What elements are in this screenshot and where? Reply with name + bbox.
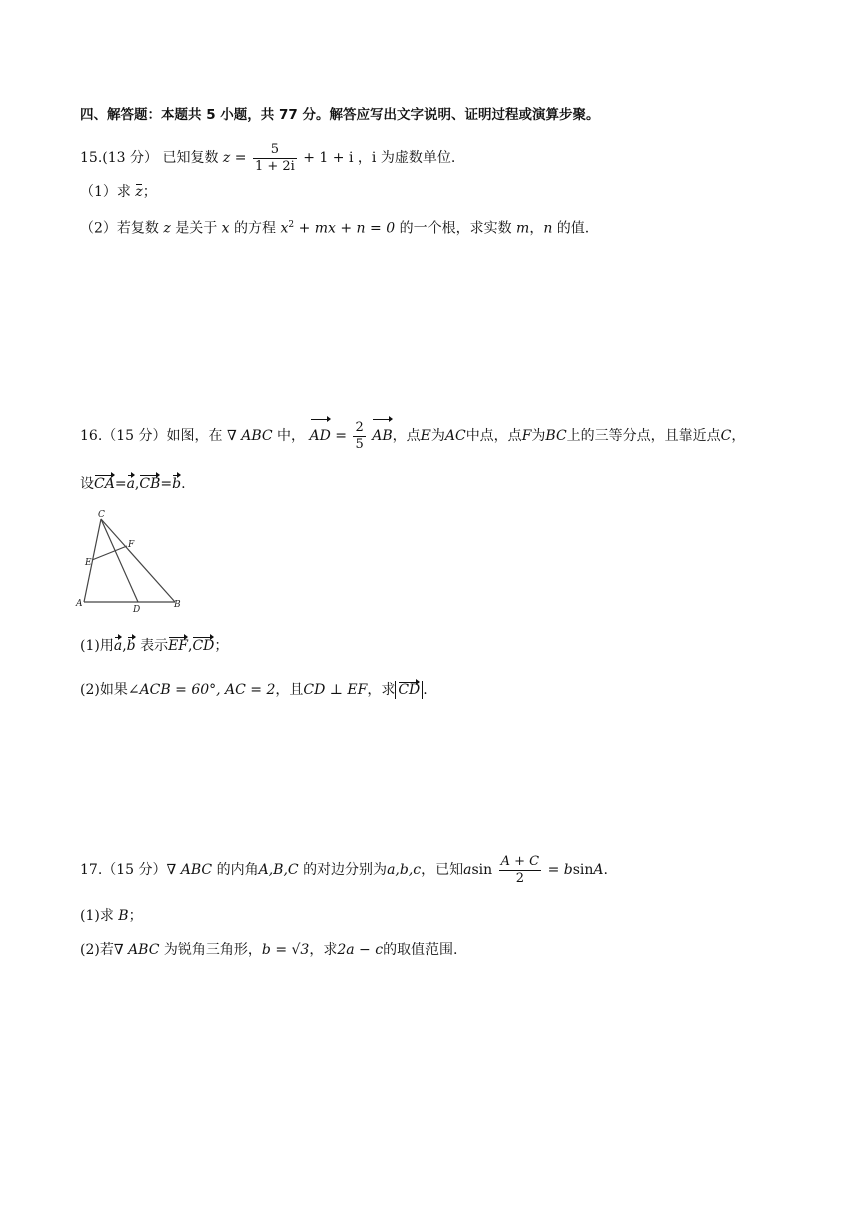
q16-setup	[80, 474, 186, 494]
q15-eq: =	[234, 150, 247, 166]
q16-p2-perp: CD ⊥ EF	[303, 682, 368, 698]
q17-stem3: ，已知	[421, 862, 464, 878]
q15-p2-mid2: 的方程	[234, 220, 277, 237]
q16-p2-CD: CD	[398, 682, 421, 698]
q16-p2-abs	[395, 681, 423, 699]
q16-p1-comma2: ,	[188, 638, 193, 654]
q16-frac-num: 2	[355, 419, 364, 435]
q16-C: C	[720, 428, 732, 444]
q15-frac-num: 5	[253, 142, 297, 159]
q15-eq-rest: + mx + n = 0	[298, 220, 396, 237]
q17-p2-b: b = √3	[261, 942, 310, 958]
q16-tri: ∇ ABC	[226, 428, 273, 444]
q15-stem-post: + 1 + i ，i 为虚数单位.	[303, 150, 456, 166]
q15-p2-pre: （2）若复数	[80, 220, 159, 237]
q15-m: m	[516, 220, 530, 237]
q16-set-eq2: =	[160, 476, 173, 492]
q15-stem	[80, 140, 455, 176]
q16-rest1: ，点	[392, 428, 421, 444]
triangle-figure	[72, 508, 192, 618]
q17-p2-mid: 为锐角三角形，	[163, 942, 262, 958]
q15-n: n	[543, 220, 553, 237]
q16-number: 16.（15 分）如图，在	[80, 428, 223, 444]
q17-p2-expr: 2a − c	[337, 942, 384, 958]
label-A: A	[76, 599, 83, 609]
q15-eq-exp: 2	[288, 220, 295, 230]
q16-p1-pre: (1)用	[80, 638, 114, 654]
q17-rhs: = b	[547, 862, 573, 878]
q17-tri: ∇ ABC	[166, 862, 213, 878]
q16-stem	[80, 418, 745, 454]
q16-p2-end: .	[423, 682, 428, 698]
q16-p1-b: b	[126, 638, 136, 654]
q17-fraction	[499, 854, 542, 887]
q16-rest5: 上的三等分点，且靠近点	[566, 428, 721, 444]
q17-sides: a,b,c	[387, 862, 422, 878]
q16-rest2: 为	[430, 428, 445, 444]
q16-p1-CD: CD	[192, 638, 215, 654]
segment-CD	[101, 519, 138, 602]
q15-comma: ，	[529, 220, 544, 237]
q15-zbar: z	[135, 184, 143, 200]
q16-vec-CA: CA	[94, 476, 115, 492]
q17-end: .	[603, 862, 608, 878]
q17-frac-num: A + C	[500, 853, 540, 869]
q17-number: 17.（15 分）	[80, 862, 167, 878]
q16-BC: BC	[545, 428, 567, 444]
q15-stem-pre: 已知复数	[162, 150, 219, 166]
q16-set-end: .	[181, 476, 186, 492]
q16-p2-mid2: ，求	[367, 682, 396, 698]
q16-vec-AB: AB	[372, 418, 392, 454]
q15-number: 15.(13 分）	[80, 150, 158, 166]
q16-eq: =	[335, 428, 348, 444]
q16-fraction	[353, 420, 365, 453]
q15-p2-end: 的值.	[556, 220, 590, 237]
q17-stem2: 的对边分别为	[303, 862, 388, 878]
q16-set-comma: ,	[134, 476, 140, 492]
q16-p1-EF: EF	[168, 638, 189, 654]
q15-p2-x: x	[221, 220, 230, 237]
q16-p1-end: ；	[214, 638, 229, 654]
q17-rhs-sin: sin	[572, 862, 594, 878]
q16-frac-den: 5	[355, 436, 364, 452]
q15-z: z	[222, 150, 231, 166]
q16-rest6: ，	[731, 428, 746, 444]
q17-sin: sin	[471, 862, 493, 878]
q16-p2-mid: ，且	[275, 682, 304, 698]
q16-vec-AD: AD	[310, 418, 331, 454]
q15-p1-post: ；	[142, 184, 157, 200]
segment-EF	[92, 546, 127, 560]
q17-angles: A,B,C	[258, 862, 299, 878]
q17-frac-den: 2	[515, 870, 525, 886]
q16-rest3: 中点，点	[465, 428, 522, 444]
q15-p2-mid: 是关于	[175, 220, 218, 237]
side-CB	[101, 519, 175, 602]
q16-set-pre: 设	[80, 476, 94, 492]
q16-p1-comma: ,	[122, 638, 127, 654]
q16-p2-cond: ∠ACB = 60°, AC = 2	[127, 682, 276, 698]
q17-rhs-A: A	[593, 862, 604, 878]
q15-p1-label: （1）求	[80, 184, 131, 200]
section-header: 四、解答题：本题共 5 小题，共 77 分。解答应写出文字说明、证明过程或演算步聚。	[80, 107, 600, 123]
q17-part1	[80, 906, 143, 926]
q17-part2	[80, 940, 458, 960]
q17-p1-B: B	[118, 908, 129, 924]
q15-p2-z: z	[163, 220, 171, 237]
q17-p2-end: 的取值范围.	[383, 942, 458, 958]
q16-set-eq1: =	[114, 476, 127, 492]
q16-part1	[80, 636, 228, 656]
label-E: E	[85, 558, 92, 568]
q16-rest4: 为	[531, 428, 546, 444]
q17-p1: (1)求	[80, 908, 114, 924]
q17-p2-tri: ∇ ABC	[113, 942, 160, 958]
q16-p1-mid: 表示	[140, 638, 169, 654]
q16-E: E	[420, 428, 431, 444]
q17-stem	[80, 852, 608, 888]
q15-part1	[80, 182, 157, 202]
q16-vec-a: a	[126, 476, 135, 492]
q17-stem1: 的内角	[216, 862, 259, 878]
q16-vec-b: b	[172, 476, 182, 492]
q15-eq-x: x	[280, 220, 289, 237]
label-B: B	[174, 600, 181, 610]
q16-vec-CB: CB	[139, 476, 161, 492]
q17-p2-mid2: ，求	[309, 942, 338, 958]
q15-part2	[80, 215, 589, 239]
q15-frac-den: 1 + 2i	[254, 158, 295, 174]
q16-AC: AC	[444, 428, 466, 444]
q17-p1-end: ；	[128, 908, 143, 924]
label-C: C	[98, 510, 105, 520]
q16-part2	[80, 680, 428, 700]
q16-p2-pre: (2)如果	[80, 682, 128, 698]
q16-F: F	[521, 428, 532, 444]
q15-p2-post: 的一个根，求实数	[399, 220, 512, 237]
q17-p2-pre: (2)若	[80, 942, 114, 958]
q15-fraction	[253, 142, 297, 175]
q16-p1-a: a	[113, 638, 123, 654]
label-D: D	[133, 605, 141, 615]
q17-lhs: a	[463, 862, 472, 878]
q16-mid: 中，	[277, 428, 306, 444]
label-F: F	[128, 540, 135, 550]
